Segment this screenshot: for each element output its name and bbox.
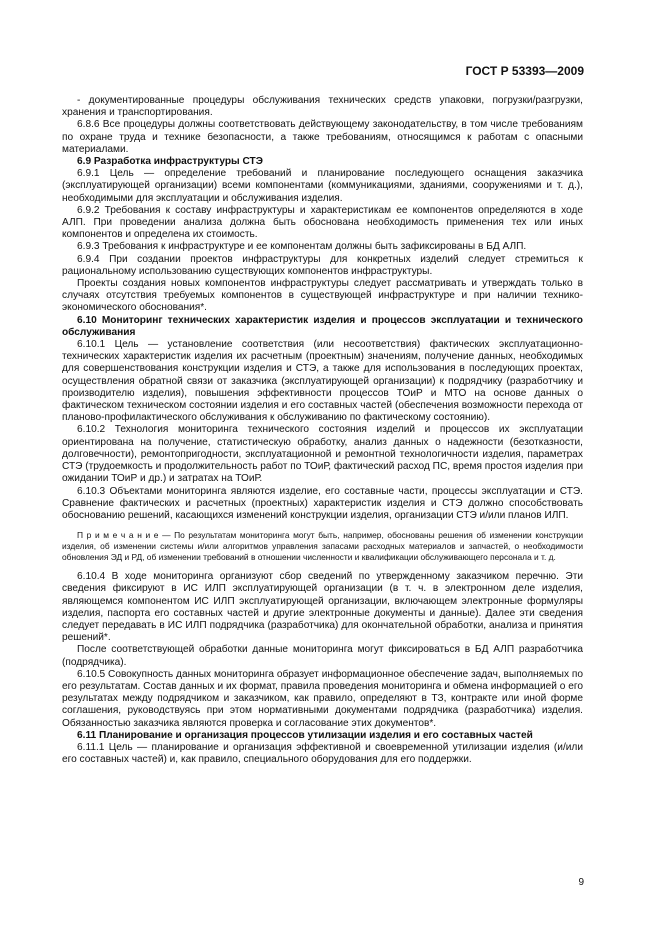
section-heading: 6.11 Планирование и организация процессов утилизации изделия и его составных частей	[77, 729, 533, 741]
paragraph: 6.10.4 В ходе мониторинга организуют сбор сведений по утвержденному заказчиком перечню. Эти сведения фиксируют в ИС ИЛП эксплуатирующей организации (в т. ч. в электронном деле изделия, являющемся компонентом ИС ИЛП эксплуатирующей организации, включающем электронные формуляры изделия, паспорта его составных частей и другие электронные документы и данные). Далее эти сведения следует передавать в ИС ИЛП подрядчика (разработчика) для окончательной обработки, анализа и принятия решений*.	[62, 571, 583, 644]
document-body	[62, 95, 583, 766]
page-number: 9	[578, 877, 584, 888]
section-heading: 6.9 Разработка инфраструктуры СТЭ	[77, 156, 263, 168]
paragraph: 6.10.5 Совокупность данных мониторинга образует информационное обеспечение задач, выполняемых по его результатам. Состав данных и их формат, правила проведения мониторинга и обмена информацией о его результатах между подрядчиком и заказчиком, как правило, определяют в ТЗ, контракте или иной форме соглашения, руководствуясь при этом нормативными документами подрядчика (разработчика) изделия. Обязанностью заказчика являются проверка и согласование этих документов*.	[62, 668, 583, 729]
paragraph: 6.9.2 Требования к составу инфраструктуры и характеристикам ее компонентов определяются в ходе АЛП. При проведении анализа должна быть обоснована необходимость применения тех или иных компонентов и определена их стоимость.	[62, 204, 583, 241]
document-code: ГОСТ Р 53393—2009	[465, 64, 584, 78]
section-heading: 6.10 Мониторинг технических характеристик изделия и процессов эксплуатации и технического обслуживания	[62, 314, 583, 338]
note: П р и м е ч а н и е — По результатам мониторинга могут быть, например, обоснованы решения об изменении конструкции изделия, об изменении системы и/или алгоритмов управления запасами расходных материалов и запчастей, о необходимости обновления ЭД и РД, об изменении требований в отношении численности и квалификации обслуживающего персонала и т. д.	[62, 530, 583, 563]
paragraph: 6.9.4 При создании проектов инфраструктуры для конкретных изделий следует стремиться к рациональному использованию существующих компонентов инфраструктуры.	[62, 253, 583, 277]
paragraph: 6.9.1 Цель — определение требований и планирование последующего оснащения заказчика (эксплуатирующей организации) всеми компонентами (коммуникациями, зданиями, сооружениями и т. д.), необходимыми для эксплуатации и обслуживания изделия.	[62, 168, 583, 204]
paragraph: 6.10.2 Технология мониторинга технического состояния изделий и процессов их эксплуатации ориентирована на получение, статистическую обработку, анализ данных о надежности (безотказности, долговечности), ремонтопригодности, эксплуатационной и ремонтной технологичности изделия, параметрах СТЭ (трудоемкость и продолжительность работ по ТОиР, фактический расход ПС, время простоя изделия при ожидании ТОиР и др.) и затратах на ТОиР.	[62, 424, 583, 485]
paragraph: 6.10.3 Объектами мониторинга являются изделие, его составные части, процессы эксплуатации и СТЭ. Сравнение фактических и расчетных (проектных) характеристик изделия и СТЭ должно способствовать обоснованию решений, касающихся изменений конструкции изделия, организации СТЭ и/или планов ИЛП.	[62, 485, 583, 521]
paragraph: - документированные процедуры обслуживания технических средств упаковки, погрузки/разгрузки, хранения и транспортирования.	[62, 95, 583, 119]
paragraph: 6.8.6 Все процедуры должны соответствовать действующему законодательству, в том числе требованиям по охране труда и технике безопасности, а также требованиям, относящимся к работам с опасными материалами.	[62, 119, 583, 155]
paragraph: 6.10.1 Цель — установление соответствия (или несоответствия) фактических эксплуатационно-технических характеристик изделия их расчетным (проектным) значениям, получение данных, необходимых для совершенствования конструкции изделия и СТЭ, а также для использования в последующих проектах, осуществления обратной связи от заказчика (эксплуатирующей организации) к подрядчику (разработчику и производителю изделия), повышения эффективности процессов ТОиР и МТО на основе данных о фактическом техническом состоянии изделия и его составных частей (обеспечения возможности перехода от планово-профилактического обслуживания к обслуживанию по фактическому состоянию).	[62, 339, 583, 424]
paragraph: 6.11.1 Цель — планирование и организация эффективной и своевременной утилизации изделия (и/или его составных частей) и, как правило, специального оборудования для его поддержки.	[62, 741, 583, 766]
paragraph: Проекты создания новых компонентов инфраструктуры следует рассматривать и утверждать только в случаях отсутствия требуемых компонентов в существующей инфраструктуре и при наличии технико-экономического обоснования*.	[62, 278, 583, 314]
paragraph: 6.9.3 Требования к инфраструктуре и ее компонентам должны быть зафиксированы в БД АЛП.	[77, 241, 527, 253]
paragraph: После соответствующей обработки данные мониторинга могут фиксироваться в БД АЛП разработчика (подрядчика).	[62, 644, 583, 668]
